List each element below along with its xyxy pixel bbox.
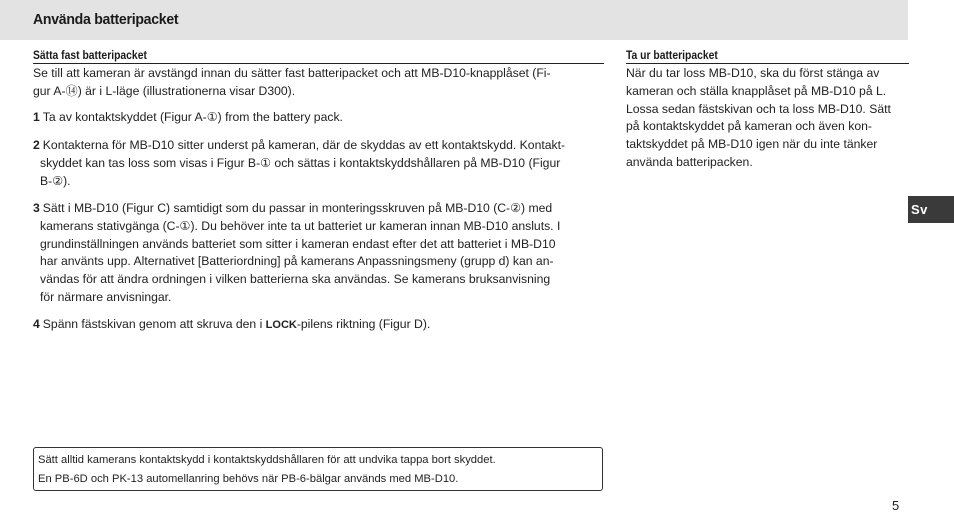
step-2 — [33, 137, 604, 190]
remove-line: på kontaktskyddet på kameran och även kon- — [626, 119, 872, 134]
remove-paragraph — [626, 65, 909, 172]
note-line: En PB-6D och PK-13 automellanring behövs när PB-6-bälgar används med MB-D10. — [38, 472, 459, 485]
step-number: 2 — [33, 138, 40, 152]
step-1 — [33, 109, 604, 127]
header-band — [0, 0, 908, 40]
page-number: 5 — [892, 498, 900, 513]
step-text-before: Spänn fästskivan genom att skruva den i — [42, 317, 266, 331]
intro-line: gur A-⑭) är i L-läge (illustrationerna visar D300). — [33, 83, 296, 98]
remove-line: taktskyddet på MB-D10 igen när du inte tänker — [626, 137, 878, 152]
section-heading-attach — [33, 49, 604, 64]
step-line: grundinställningen används batteriet som sitter i kameran endast efter det att batteriet i MB-D10 — [40, 236, 556, 251]
lock-label: LOCK — [265, 319, 297, 331]
step-4 — [33, 316, 604, 335]
step-line: skyddet kan tas loss som visas i Figur B-① och sättas i kontaktskyddshållaren på MB-D10 (Figur — [40, 155, 561, 170]
step-line: B-②). — [40, 173, 71, 188]
note-box — [33, 447, 603, 491]
section-heading-remove-text: Ta ur batteripacket — [626, 50, 718, 62]
step-line: kamerans stativgänga (C-①). Du behöver inte ta ut batteriet ur kameran innan MB-D10 ansluts. I — [40, 218, 561, 233]
step-line: Kontakterna för MB-D10 sitter underst på kameran, där de skyddas av ett kontaktskydd. Kontakt- — [42, 138, 566, 152]
step-text-after: -pilens riktning (Figur D). — [296, 317, 431, 331]
step-number: 1 — [33, 110, 40, 124]
remove-line: När du tar loss MB-D10, ska du först stänga av — [626, 66, 880, 80]
step-number: 4 — [33, 317, 40, 331]
language-tab: Sv — [908, 196, 954, 223]
step-line: för närmare anvisningar. — [40, 289, 172, 304]
section-heading-attach-text: Sätta fast batteripacket — [33, 50, 147, 62]
step-line: Sätt i MB-D10 (Figur C) samtidigt som du passar in monteringsskruven på MB-D10 (C-②) med — [42, 201, 553, 215]
step-number: 3 — [33, 201, 40, 215]
remove-line: kameran och ställa knapplåset på MB-D10 på L. — [626, 83, 887, 98]
section-heading-remove — [626, 49, 909, 64]
remove-line: Lossa sedan fästskivan och ta loss MB-D10. Sätt — [626, 101, 891, 116]
intro-line: Se till att kameran är avstängd innan du sätter fast batteripacket och att MB-D10-knapplåset (Fi- — [33, 66, 551, 80]
step-3 — [33, 200, 604, 307]
step-line: Ta av kontaktskyddet (Figur A-①) from the battery pack. — [42, 110, 343, 124]
page-title: Använda batteripacket — [33, 11, 179, 28]
step-line: vändas för att ändra ordningen i vilken batterierna ska användas. Se kamerans bruksanvisning — [40, 272, 551, 287]
step-line: har använts upp. Alternativet [Batteriordning] på kamerans Anpassningsmeny (grupp d) kan an- — [40, 254, 554, 269]
intro-paragraph — [33, 65, 604, 101]
note-line: Sätt alltid kamerans kontaktskydd i kontaktskyddshållaren för att undvika tappa bort skyddet. — [38, 454, 496, 466]
remove-line: använda batteripacken. — [626, 154, 753, 169]
